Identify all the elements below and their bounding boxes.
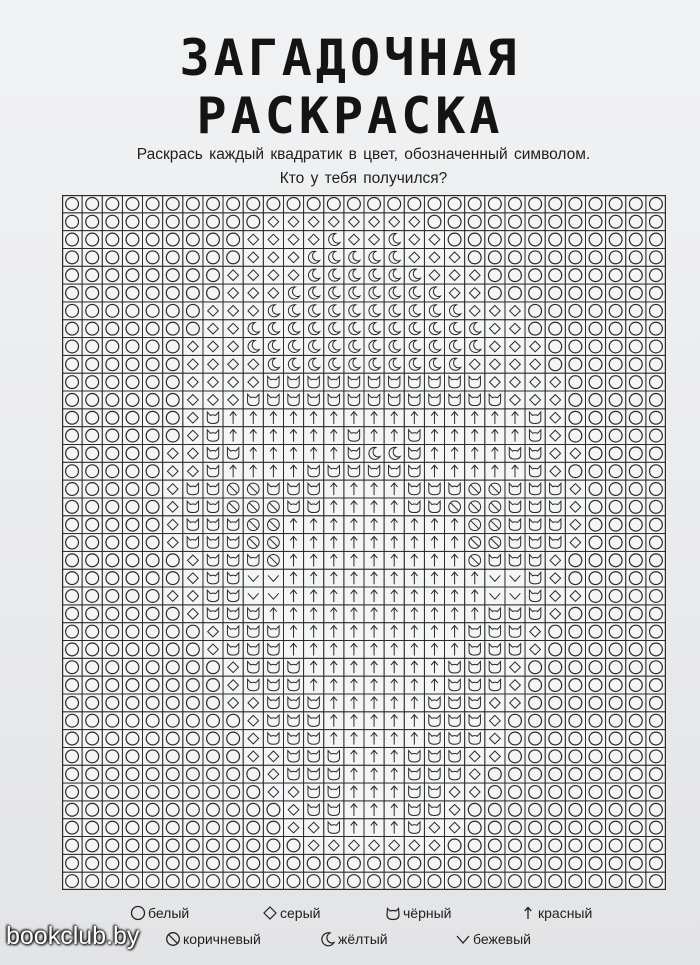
watermark-text: bookclub.by xyxy=(6,922,140,950)
check-mark-icon xyxy=(455,931,471,947)
legend-item-black xyxy=(385,905,451,921)
legend-item-brown xyxy=(165,931,261,947)
legend-label-white: белый xyxy=(148,905,190,921)
circle-icon xyxy=(130,905,146,921)
page-title-line-1: ЗАГАДОЧНАЯ xyxy=(179,29,521,87)
moon-icon xyxy=(320,931,336,947)
legend-label-gray: серый xyxy=(280,905,321,921)
no-sign-icon xyxy=(165,931,181,947)
page-title-line-2: РАСКРАСКА xyxy=(196,87,504,145)
legend-item-red xyxy=(520,905,592,921)
legend-label-brown: коричневый xyxy=(183,931,261,947)
legend-item-beige xyxy=(455,931,531,947)
instruction-line-2: Кто у тебя получился? xyxy=(279,170,448,187)
cat-face-icon xyxy=(385,905,401,921)
arrow-up-icon xyxy=(520,905,536,921)
legend-label-beige: бежевый xyxy=(473,931,531,947)
legend-label-black: чёрный xyxy=(403,905,452,921)
diamond-icon xyxy=(262,905,278,921)
coloring-grid-canvas[interactable] xyxy=(62,195,666,890)
instruction-line-1: Раскрась каждый квадратик в цвет, обозначенный символом. xyxy=(136,146,591,163)
legend-item-white xyxy=(130,905,189,921)
legend-item-yellow xyxy=(320,931,388,947)
coloring-grid[interactable] xyxy=(62,195,666,890)
legend-label-yellow: жёлтый xyxy=(338,931,388,947)
legend-label-red: красный xyxy=(538,905,593,921)
legend-item-gray xyxy=(262,905,320,921)
